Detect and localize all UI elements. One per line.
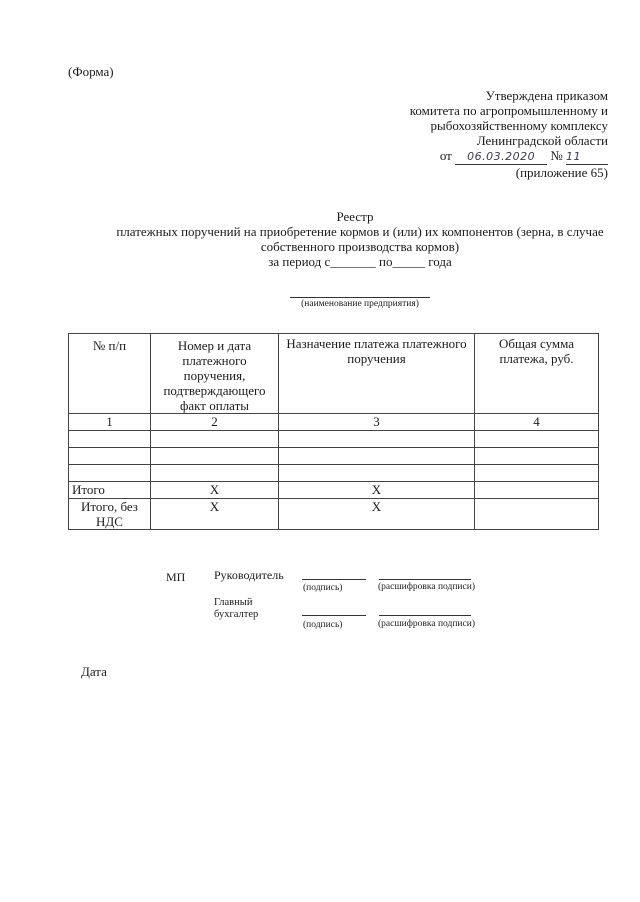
title-line-3: собственного производства кормов) — [260, 239, 460, 254]
header-cell: Общая сумма платежа, руб. — [475, 334, 599, 414]
head-decode-caption: (расшифровка подписи) — [378, 582, 475, 592]
date-label: Дата — [81, 664, 107, 679]
title-line-1: Реестр — [336, 209, 374, 224]
table-header-row — [69, 334, 599, 414]
approval-line-2: комитета по агропромышленному и — [409, 103, 608, 118]
annex-label: (приложение 65) — [515, 165, 608, 180]
approval-block — [288, 88, 608, 180]
head-signature-line[interactable] — [302, 579, 366, 580]
x-mark: X — [151, 499, 279, 530]
table-row — [69, 448, 599, 465]
chief-label-line-1: Главный — [214, 597, 253, 608]
total-no-vat-label: Итого, без НДС — [69, 499, 151, 530]
chief-label-line-2: бухгалтер — [214, 609, 259, 620]
head-decode-line[interactable] — [379, 579, 471, 580]
number-prefix: № — [550, 148, 563, 163]
table-row — [69, 431, 599, 448]
chief-accountant-label — [214, 597, 258, 621]
chief-decode-line[interactable] — [379, 615, 471, 616]
table-cell[interactable] — [279, 448, 475, 465]
table-cell[interactable] — [69, 431, 151, 448]
table-cell[interactable] — [279, 465, 475, 482]
column-number: 1 — [69, 414, 151, 431]
column-number: 3 — [279, 414, 475, 431]
total-no-vat-row — [69, 499, 599, 530]
table-number-row — [69, 414, 599, 431]
header-cell: Номер и дата платежного поручения, подтверждающего факт оплаты — [151, 334, 279, 414]
approval-date-line — [288, 148, 608, 165]
table-cell[interactable] — [475, 431, 599, 448]
approval-line-3: рыбохозяйственному комплексу — [430, 118, 608, 133]
approval-date-value: 06.03.2020 — [455, 149, 547, 165]
header-cell: № п/п — [69, 334, 151, 414]
x-mark: X — [279, 482, 475, 499]
title-line-4: за период с_______ по_____ года — [268, 254, 452, 269]
table-cell[interactable] — [151, 465, 279, 482]
table-cell[interactable] — [151, 448, 279, 465]
total-row — [69, 482, 599, 499]
x-mark: X — [151, 482, 279, 499]
head-signature-caption: (подпись) — [303, 583, 343, 593]
enterprise-underline — [290, 297, 430, 298]
approval-line-1: Утверждена приказом — [485, 88, 608, 103]
head-label: Руководитель — [214, 568, 284, 582]
total-no-vat-amount-cell[interactable] — [475, 499, 599, 530]
table-cell[interactable] — [279, 431, 475, 448]
form-label: (Форма) — [68, 64, 114, 79]
approval-line-4: Ленинградской области — [476, 133, 608, 148]
registry-table — [68, 333, 599, 530]
table-cell[interactable] — [475, 465, 599, 482]
total-label: Итого — [69, 482, 151, 499]
date-prefix: от — [439, 148, 452, 163]
table-cell[interactable] — [69, 448, 151, 465]
column-number: 4 — [475, 414, 599, 431]
title-block — [60, 209, 640, 269]
x-mark: X — [279, 499, 475, 530]
table-cell[interactable] — [475, 448, 599, 465]
chief-decode-caption: (расшифровка подписи) — [378, 619, 475, 629]
approval-number-value: 11 — [566, 149, 608, 165]
chief-signature-caption: (подпись) — [303, 620, 343, 630]
table-cell[interactable] — [69, 465, 151, 482]
title-line-2: платежных поручений на приобретение кормов и (или) их компонентов (зерна, в случае — [116, 224, 604, 239]
column-number: 2 — [151, 414, 279, 431]
enterprise-caption: (наименование предприятия) — [301, 299, 419, 309]
chief-signature-line[interactable] — [302, 615, 366, 616]
table-cell[interactable] — [151, 431, 279, 448]
header-cell: Назначение платежа платежного поручения — [279, 334, 475, 414]
mp-label: МП — [166, 570, 186, 584]
total-amount-cell[interactable] — [475, 482, 599, 499]
table-row — [69, 465, 599, 482]
